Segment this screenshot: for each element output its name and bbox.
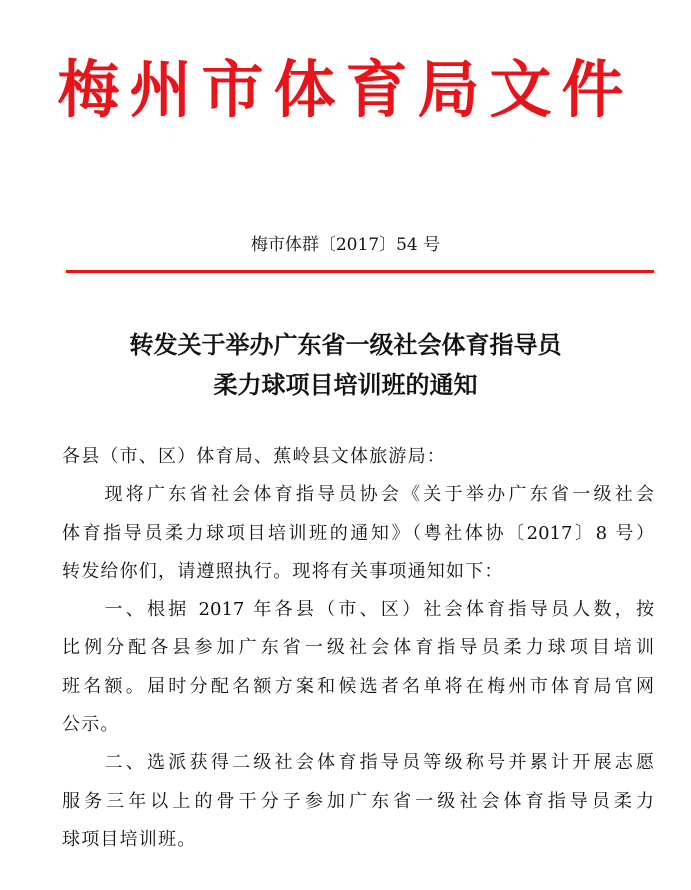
- paragraph-line: 服务三年以上的骨干分子参加广东省一级社会体育指导员柔力: [62, 790, 654, 812]
- red-divider-line: [66, 270, 654, 273]
- paragraph-line: 一、根据 2017 年各县（市、区）社会体育指导员人数，按: [62, 599, 654, 621]
- document-header-title: 梅州市体育局文件: [57, 53, 634, 126]
- paragraph-line: 现将广东省社会体育指导员协会《关于举办广东省一级社会: [62, 484, 654, 506]
- paragraph-line: 比例分配各县参加广东省一级社会体育指导员柔力球项目培训: [62, 637, 654, 659]
- recipient-line: 各县（市、区）体育局、蕉岭县文体旅游局：: [62, 446, 446, 467]
- paragraph-line: 球项目培训班。: [62, 828, 197, 850]
- document-body: [62, 438, 654, 859]
- paragraph-line: 体育指导员柔力球项目培训班的通知》（粤社体协〔2017〕8 号）: [62, 522, 654, 544]
- paragraph-line: 班名额。届时分配名额方案和候选者名单将在梅州市体育局官网: [62, 675, 654, 697]
- document-number: 梅市体群〔2017〕54 号: [250, 235, 441, 255]
- paragraph-line: 转发给你们，请遵照执行。现将有关事项通知如下：: [62, 560, 504, 582]
- paragraph-line: 公示。: [62, 714, 120, 736]
- document-title: [0, 325, 691, 405]
- paragraph-line: 二、选派获得二级社会体育指导员等级称号并累计开展志愿: [62, 752, 654, 774]
- document-title-line: 柔力球项目培训班的通知: [213, 370, 478, 399]
- document-title-line: 转发关于举办广东省一级社会体育指导员: [129, 330, 562, 359]
